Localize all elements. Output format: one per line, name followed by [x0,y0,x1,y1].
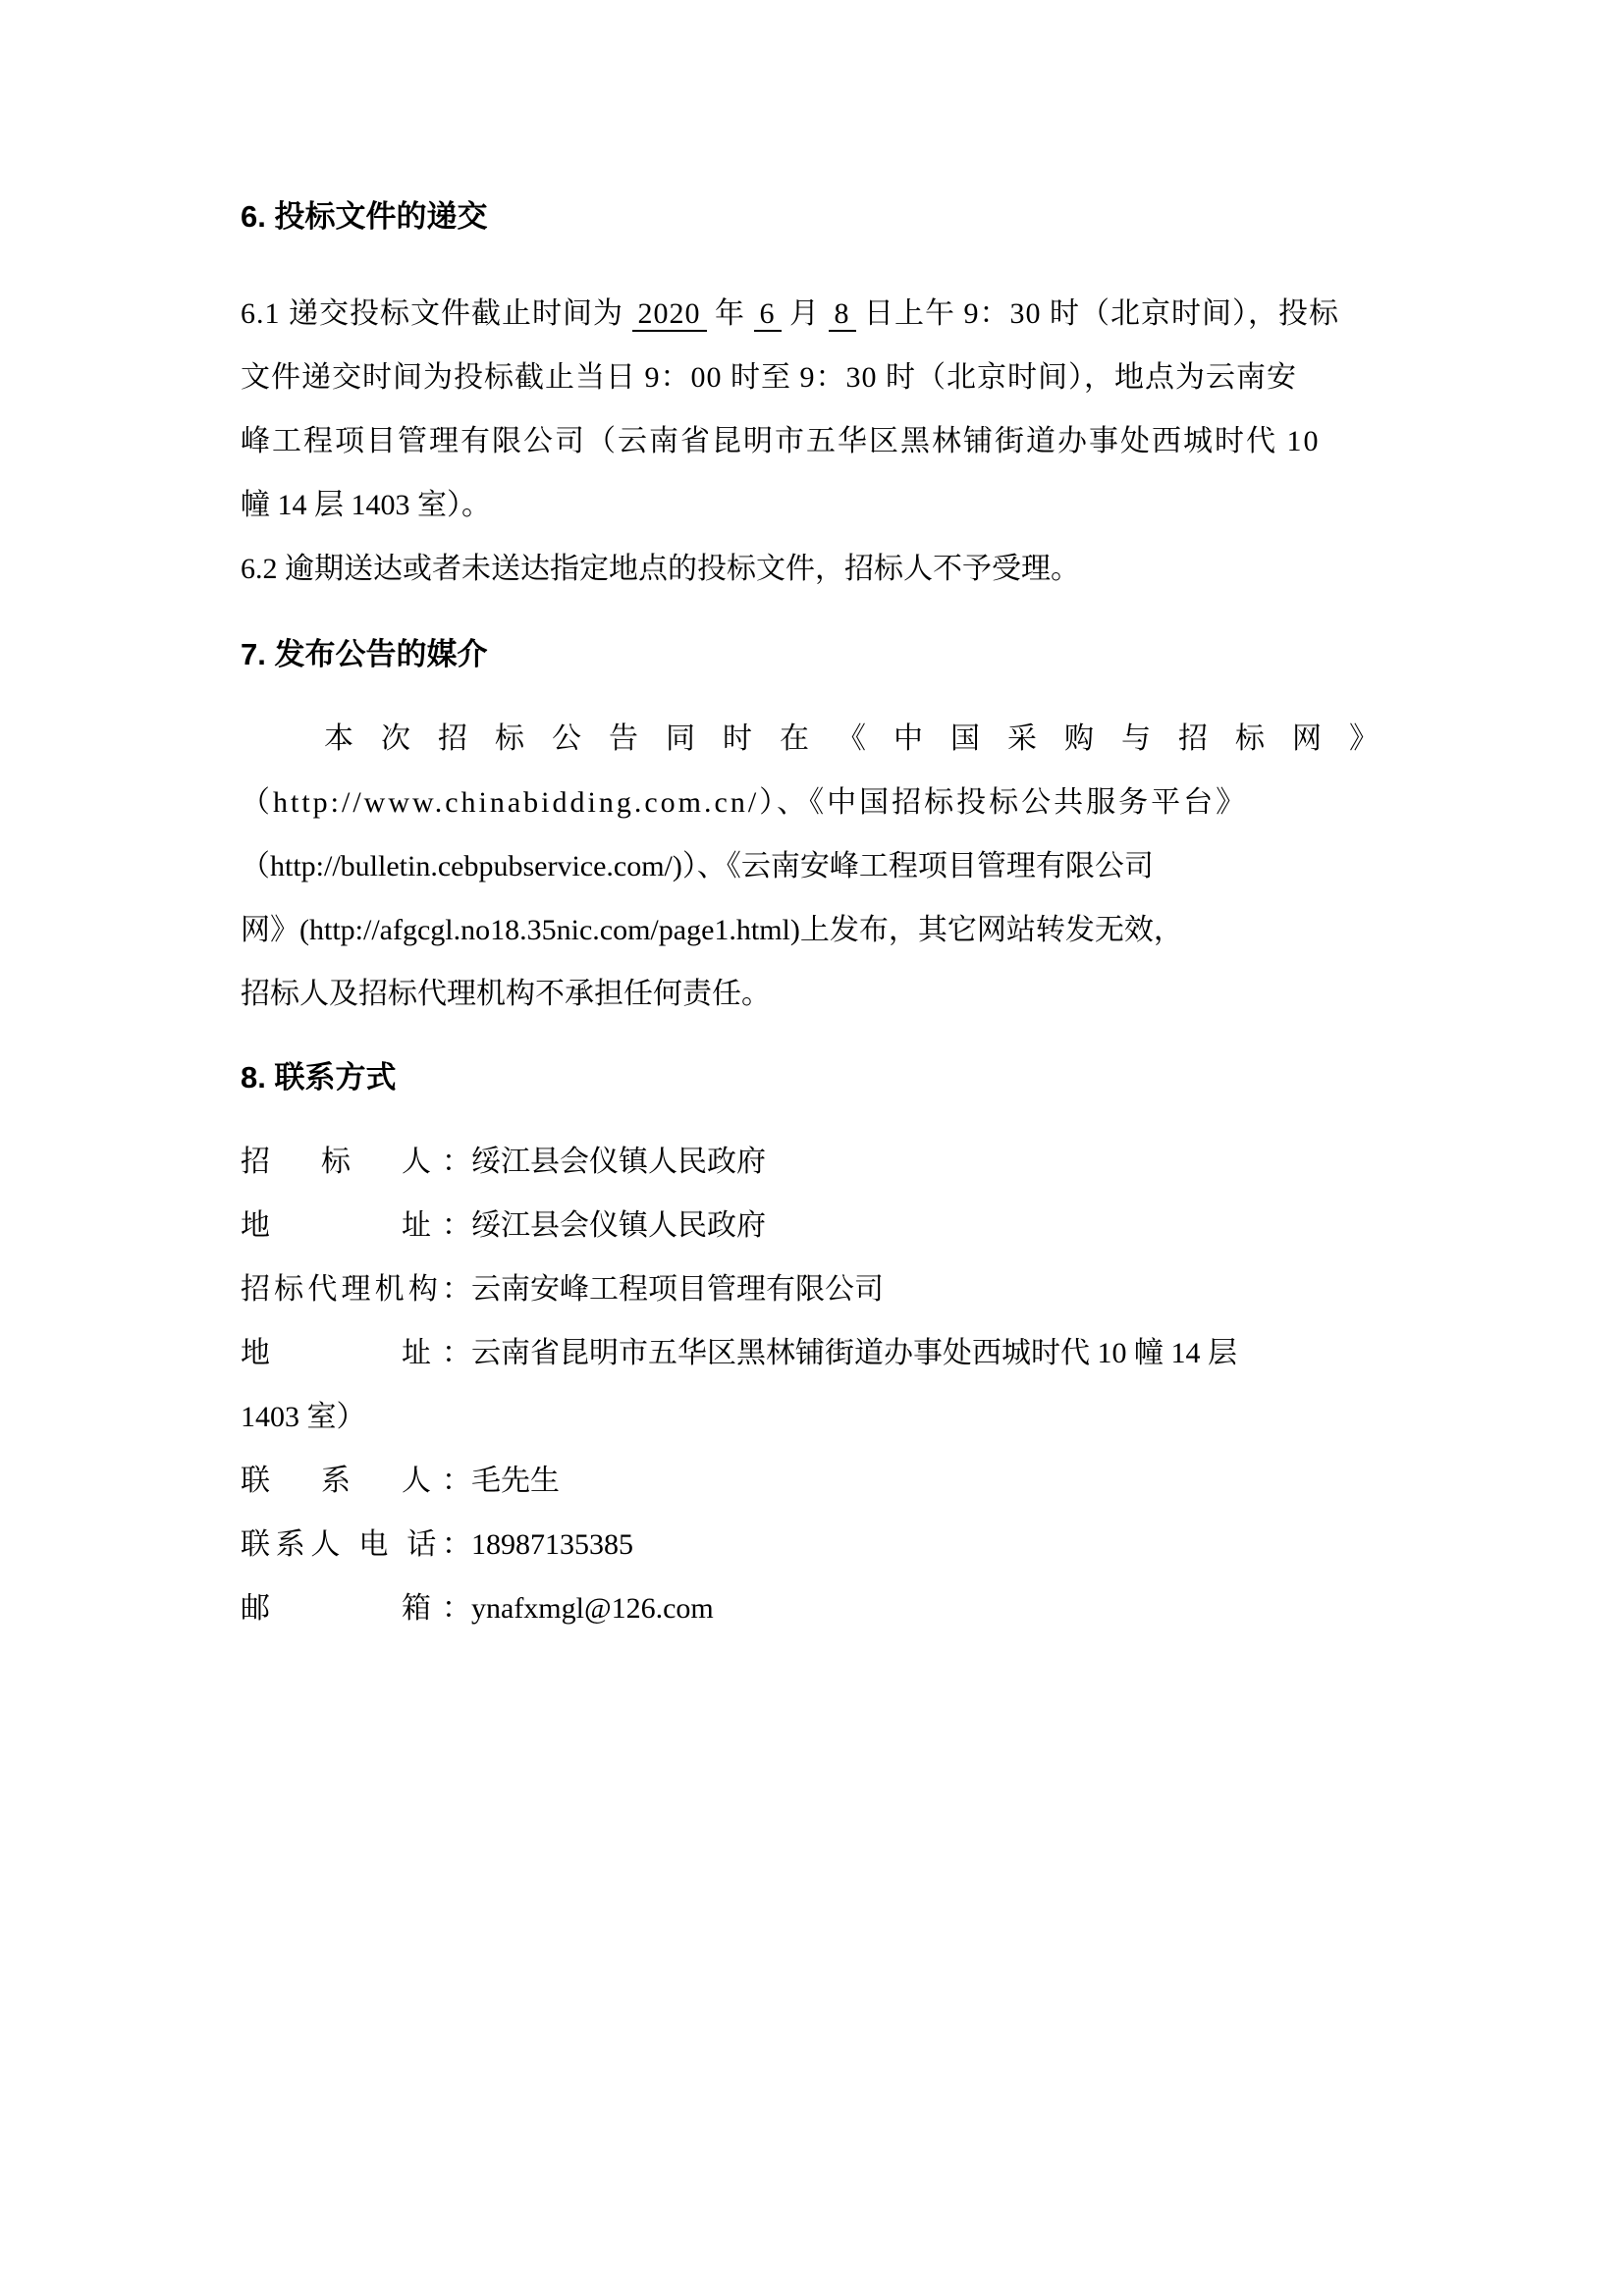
contact-person-value: 毛先生 [471,1465,560,1497]
agency-row [241,1257,1414,1321]
agency-label: 招标代理机构： [241,1273,471,1306]
contact-info-block [241,1130,1414,1640]
agency-address-row [241,1321,1414,1385]
section-7-paragraph [241,707,1414,1026]
contact-phone-row [241,1513,1414,1576]
tenderee-row [241,1130,1414,1194]
deadline-month-underlined: 6 [754,297,782,332]
clause-6-2-line: 6.2 逾期送达或者未送达指定地点的投标文件，招标人不予受理。 [241,553,1080,585]
clause-6-1-line-3: 峰工程项目管理有限公司（云南省昆明市五华区黑林铺街道办事处西城时代 10 [241,425,1321,457]
tenderee-label: 招 标 人： [241,1146,471,1178]
tenderee-value: 绥江县会仪镇人民政府 [471,1146,766,1178]
section-7-heading: 7. 发布公告的媒介 [241,637,488,671]
tenderee-address-row [241,1194,1414,1257]
clause-6-1-line-2: 文件递交时间为投标截止当日 9：00 时至 9：30 时（北京时间），地点为云南安 [241,361,1297,394]
section-7-line-4-agency-site-url: 网》(http://afgcgl.no18.35nic.com/page1.html)上发布，其它网站转发无效， [241,914,1183,946]
agency-value: 云南安峰工程项目管理有限公司 [471,1273,884,1306]
clause-6-1-paragraph [241,282,1414,601]
contact-phone-label: 联系人 电 话： [241,1528,471,1561]
year-unit: 年 [715,297,745,330]
contact-email-value: ynafxmgl@126.com [471,1592,714,1625]
section-7-line-3-cebpubservice-url: （http://bulletin.cebpubservice.com/)）、《云南安峰工程项目管理有限公司 [241,850,1154,882]
tenderee-address-label: 地 址： [241,1209,471,1242]
section-7-line-5: 招标人及招标代理机构不承担任何责任。 [241,978,771,1010]
deadline-day-underlined: 8 [829,297,856,332]
section-6-heading: 6. 投标文件的递交 [241,199,488,234]
deadline-year-underlined: 2020 [632,297,707,332]
agency-address-continuation-value: 1403 室） [241,1401,366,1433]
agency-address-continuation-row [241,1385,1414,1449]
contact-person-row [241,1449,1414,1513]
document-content [241,0,1414,1640]
month-unit: 月 [789,297,820,330]
contact-phone-value: 18987135385 [471,1528,633,1561]
contact-email-row [241,1576,1414,1640]
clause-6-1-text-before-year: 6.1 递交投标文件截止时间为 [241,297,623,330]
clause-6-1-line-1 [241,282,1414,346]
section-8-heading: 8. 联系方式 [241,1060,397,1095]
section-7-line-2-chinabidding-url: （http://www.chinabidding.com.cn/）、《中国招标投标公共服务平台》 [241,786,1249,819]
agency-address-value: 云南省昆明市五华区黑林铺街道办事处西城时代 10 幢 14 层 [471,1337,1237,1369]
agency-address-label: 地 址： [241,1337,471,1369]
section-7-line-1: 本次招标公告同时在《中国采购与招标网》 [324,722,1406,755]
clause-6-1-line-4: 幢 14 层 1403 室）。 [241,489,491,521]
clause-6-1-text-after-day: 日上午 9：30 时（北京时间），投标 [864,297,1339,330]
tenderee-address-value: 绥江县会仪镇人民政府 [471,1209,766,1242]
contact-person-label: 联 系 人： [241,1465,471,1497]
contact-email-label: 邮 箱： [241,1592,471,1625]
